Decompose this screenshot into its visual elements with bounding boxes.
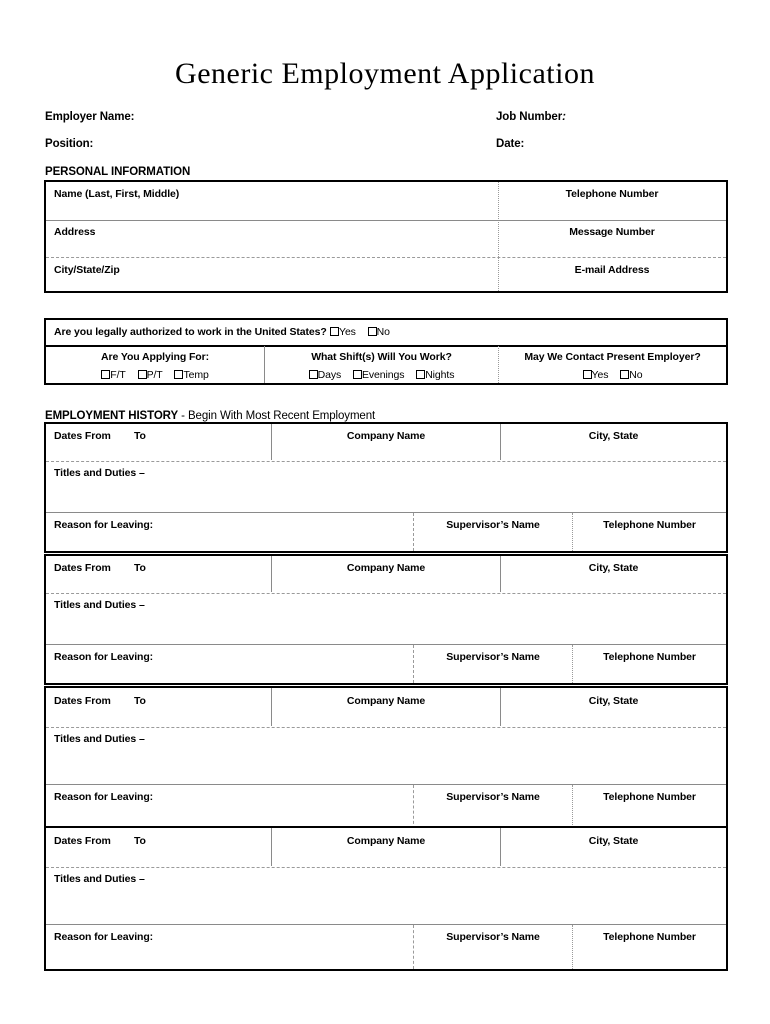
work-auth-yes-label: Yes [339, 326, 356, 338]
city-state-label: City, State [588, 695, 639, 707]
checkbox-icon[interactable] [368, 327, 377, 336]
employer-name-label: Employer Name: [45, 111, 135, 123]
telephone-number-label: Telephone Number [603, 519, 696, 531]
address-label: Address [54, 226, 96, 238]
checkbox-icon[interactable] [101, 370, 110, 379]
applying-for-header: Are You Applying For: [101, 351, 209, 363]
work-auth-no-label: No [376, 326, 390, 338]
employment-block [44, 826, 728, 971]
city-state-label: City, State [588, 562, 639, 574]
row-divider-reason [46, 924, 726, 925]
dates-to-label: To [134, 695, 146, 707]
dates-company-divider [271, 688, 272, 726]
row-divider-titles [46, 867, 726, 868]
job-number-text: Job Number [496, 111, 563, 123]
employment-history-caption [45, 410, 375, 422]
dates-to-label: To [134, 430, 146, 442]
shift-days-option[interactable] [309, 369, 342, 381]
checkbox-icon[interactable] [416, 370, 425, 379]
contact-employer-options [499, 369, 726, 381]
position-label: Position: [45, 138, 94, 150]
titles-duties-label: Titles and Duties – [54, 599, 145, 611]
applying-ft-option[interactable] [101, 369, 125, 381]
checkbox-icon[interactable] [583, 370, 592, 379]
reason-for-leaving-label: Reason for Leaving: [54, 931, 154, 943]
shift-evenings-label: Evenings [361, 369, 405, 381]
row-divider-titles [46, 593, 726, 594]
checkbox-icon[interactable] [309, 370, 318, 379]
company-name-label: Company Name [346, 430, 426, 442]
row-divider-reason [46, 512, 726, 513]
telephone-number-label: Telephone Number [603, 791, 696, 803]
dates-from-label: Dates From [54, 562, 111, 574]
row-divider-reason [46, 644, 726, 645]
company-city-divider [500, 688, 501, 726]
work-authorization-options [330, 326, 390, 338]
applying-temp-option[interactable] [174, 369, 208, 381]
supervisor-name-label: Supervisor’s Name [446, 651, 540, 663]
checkbox-icon[interactable] [138, 370, 147, 379]
name-label: Name (Last, First, Middle) [54, 188, 180, 200]
company-city-divider [500, 828, 501, 866]
reason-for-leaving-label: Reason for Leaving: [54, 519, 154, 531]
contact-yes-label: Yes [591, 369, 609, 381]
dates-from-label: Dates From [54, 835, 111, 847]
message-number-label: Message Number [569, 226, 655, 238]
telephone-number-label: Telephone Number [603, 651, 696, 663]
email-address-label: E-mail Address [574, 264, 650, 276]
contact-no-label: No [629, 369, 643, 381]
dates-company-divider [271, 828, 272, 866]
contact-no-option[interactable] [620, 369, 642, 381]
work-auth-yes-option[interactable] [330, 326, 356, 338]
applying-for-options [46, 369, 264, 381]
contact-employer-header: May We Contact Present Employer? [524, 351, 701, 363]
applying-ft-label: F/T [110, 369, 126, 381]
applying-pt-option[interactable] [138, 369, 163, 381]
company-name-label: Company Name [346, 562, 426, 574]
employment-block [44, 554, 728, 685]
work-auth-question-divider [46, 345, 726, 347]
city-state-label: City, State [588, 430, 639, 442]
checkbox-icon[interactable] [330, 327, 339, 336]
shift-evenings-option[interactable] [353, 369, 404, 381]
dates-from-label: Dates From [54, 430, 111, 442]
company-name-label: Company Name [346, 835, 426, 847]
dates-from-label: Dates From [54, 695, 111, 707]
contact-yes-option[interactable] [583, 369, 609, 381]
applying-temp-label: Temp [183, 369, 209, 381]
shift-nights-label: Nights [425, 369, 455, 381]
checkbox-icon[interactable] [353, 370, 362, 379]
dates-to-label: To [134, 835, 146, 847]
shifts-header: What Shift(s) Will You Work? [311, 351, 452, 363]
row-divider-titles [46, 461, 726, 462]
personal-information-table [44, 180, 728, 293]
titles-duties-label: Titles and Duties – [54, 733, 145, 745]
shift-nights-option[interactable] [416, 369, 454, 381]
titles-duties-label: Titles and Duties – [54, 873, 145, 885]
personal-information-caption: PERSONAL INFORMATION [45, 166, 191, 178]
reason-for-leaving-label: Reason for Leaving: [54, 651, 154, 663]
date-label: Date: [496, 138, 525, 150]
titles-duties-label: Titles and Duties – [54, 467, 145, 479]
telephone-number-label: Telephone Number [603, 931, 696, 943]
job-number-label [496, 111, 566, 123]
company-name-label: Company Name [346, 695, 426, 707]
supervisor-name-label: Supervisor’s Name [446, 519, 540, 531]
row-divider-reason [46, 784, 726, 785]
reason-for-leaving-label: Reason for Leaving: [54, 791, 154, 803]
city-state-zip-label: City/State/Zip [54, 264, 120, 276]
job-number-colon: : [562, 111, 566, 123]
employment-history-caption-rest: - Begin With Most Recent Employment [178, 410, 376, 422]
row-divider-titles [46, 727, 726, 728]
city-state-label: City, State [588, 835, 639, 847]
dates-to-label: To [134, 562, 146, 574]
personal-row-divider-1 [46, 220, 726, 221]
work-auth-no-option[interactable] [368, 326, 390, 338]
shift-days-label: Days [317, 369, 342, 381]
work-authorization-table [44, 318, 728, 385]
shift-options [265, 369, 498, 381]
employment-history-caption-bold: EMPLOYMENT HISTORY [45, 410, 179, 422]
supervisor-name-label: Supervisor’s Name [446, 931, 540, 943]
supervisor-name-label: Supervisor’s Name [446, 791, 540, 803]
telephone-number-label: Telephone Number [565, 188, 659, 200]
employment-block [44, 686, 728, 831]
employment-block [44, 422, 728, 553]
applying-pt-label: P/T [146, 369, 163, 381]
page-title: Generic Employment Application [175, 57, 595, 90]
work-authorization-question: Are you legally authorized to work in the United States? [54, 326, 327, 338]
personal-row-divider-2 [46, 257, 726, 258]
checkbox-icon[interactable] [620, 370, 629, 379]
